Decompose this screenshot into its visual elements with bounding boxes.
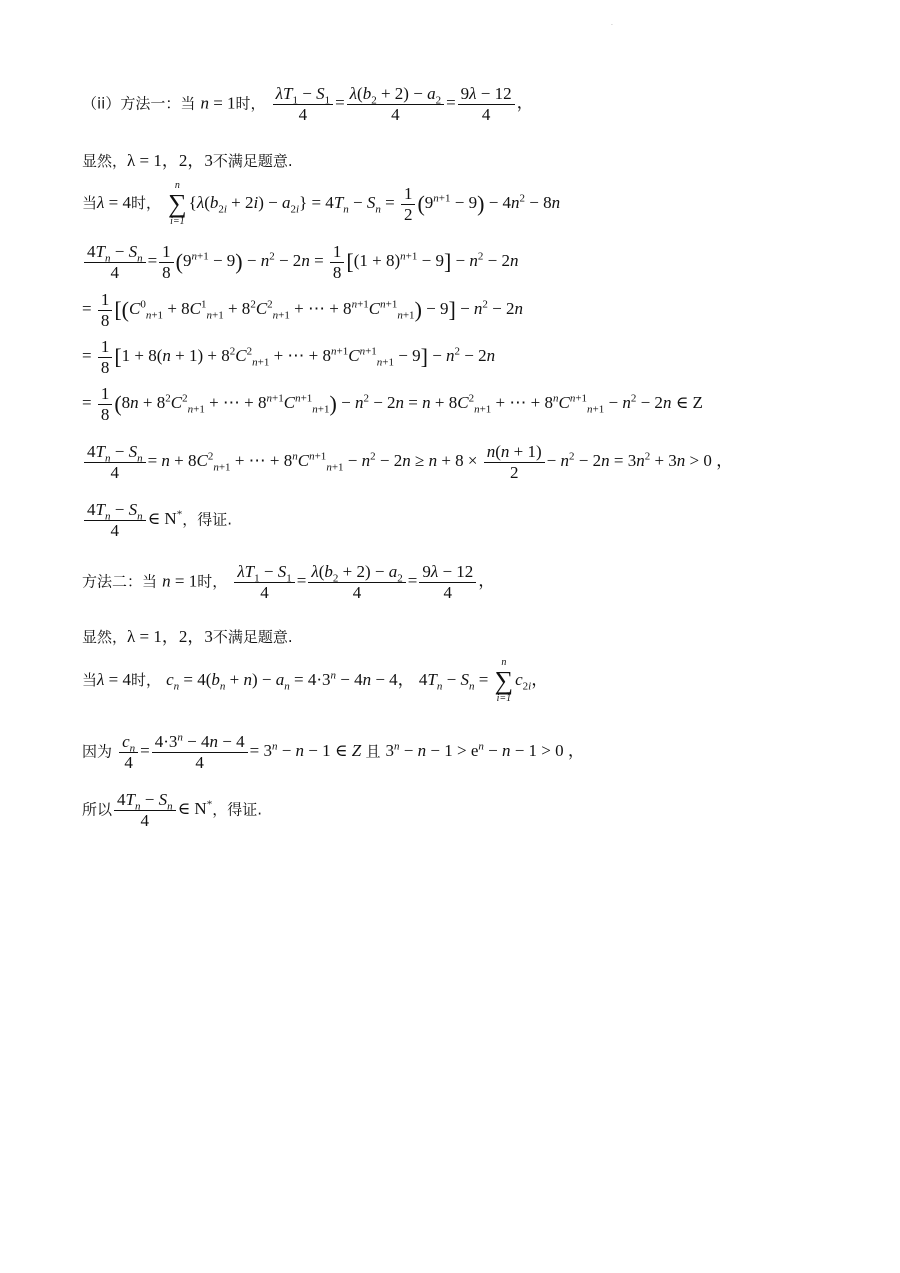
cn-definition-line: 当λ = 4时， $c_n = 4(b_n + n) - a_n = 4\cdot 3^n - 4n - 4$， $4T_n - S_n$ = n ∑ i=1 $c_{2i}$， [82, 657, 549, 704]
expand-line-4: = $\frac{1}{8}$ ($8n + 8^2C^2_{n+1}$ + ⋯ + $8^{n+1}C^{n+1}_{n+1}) - n^2 - 2n = n + 8C^2_{n+1}$ + ⋯ + $8^nC^{n+1}_{n+1} - n^2 - 2n$ ∈ Z [82, 384, 703, 424]
method2-label: 方法二：当 [82, 572, 158, 591]
method1-label: 方法一：当 [120, 94, 196, 113]
page-dot: . [611, 20, 613, 27]
conclusion-2: 所以 $\frac{4T_n - S_n}{4}$ ∈ N*，得证. [82, 790, 262, 830]
obvious-line-1: 显然，λ = 1，2，3不满足题意. [82, 151, 293, 170]
lambda4-sum-line: 当λ = 4时， n ∑ i=1 $\{\lambda(b_{2i} + 2i) - a_{2i}\} = 4T_n - S_n$ = $\frac{1}{2}$ $(9^{n+1} - 9) - 4n^2 - 8n$ [82, 180, 561, 227]
method1-case-n1: （ii）方法一：当 n = 1时， $\frac{\lambda T_1 - S_1}{4}$ = $\frac{\lambda(b_2 + 2) - a_2}{4}$ = $\frac{9\lambda - 12}{4}$ ， [82, 84, 534, 124]
obvious-line-2: 显然，λ = 1，2，3不满足题意. [82, 627, 293, 646]
method2-case-n1: 方法二：当 n = 1时， $\frac{\lambda T_1 - S_1}{4}$ = $\frac{\lambda(b_2 + 2) - a_2}{4}$ = $\frac{9\lambda - 12}{4}$ ， [82, 562, 496, 602]
expand-line-3: = $\frac{1}{8}$ [$1 + 8(n + 1) + 8^2C^2_{n+1}$ + ⋯ + $8^{n+1}C^{n+1}_{n+1} - 9] - n^2 - 2n$ [82, 337, 496, 377]
conclusion-1: $\frac{4T_n - S_n}{4}$ ∈ N*，得证. [82, 500, 232, 541]
expand-line-1: $\frac{4T_n - S_n}{4}$ = $\frac{1}{8}$ $(9^{n+1} - 9) - n^2 - 2n$ = $\frac{1}{8}$ $[(1 + 8)^{n+1} - 9] - n^2 - 2n$ [82, 242, 518, 283]
because-line: 因为 $\frac{c_n}{4}$ = $\frac{4\cdot 3^n - 4n - 4}{4}$ = $3^n - n - 1$ ∈ Z 且 $3^n - n - 1 > e^n - n - 1 > 0$ ， [82, 731, 585, 772]
inequality-line: $\frac{4T_n - S_n}{4}$ = $n + 8C^2_{n+1}$ + ⋯ + $8^nC^{n+1}_{n+1} - n^2 - 2n \ge n + 8$ × $\frac{n(n + 1)}{2}$ − $n^2 - 2n = 3n^2 + 3n > 0$ ， [82, 442, 733, 483]
part-label: （ii） [82, 94, 121, 113]
expand-line-2: = $\frac{1}{8}$ [($C^0_{n+1} + 8C^1_{n+1} + 8^2C^2_{n+1}$ + ⋯ + $8^{n+1}C^{n+1}_{n+1}) - 9] - n^2 - 2n$ [82, 290, 523, 330]
